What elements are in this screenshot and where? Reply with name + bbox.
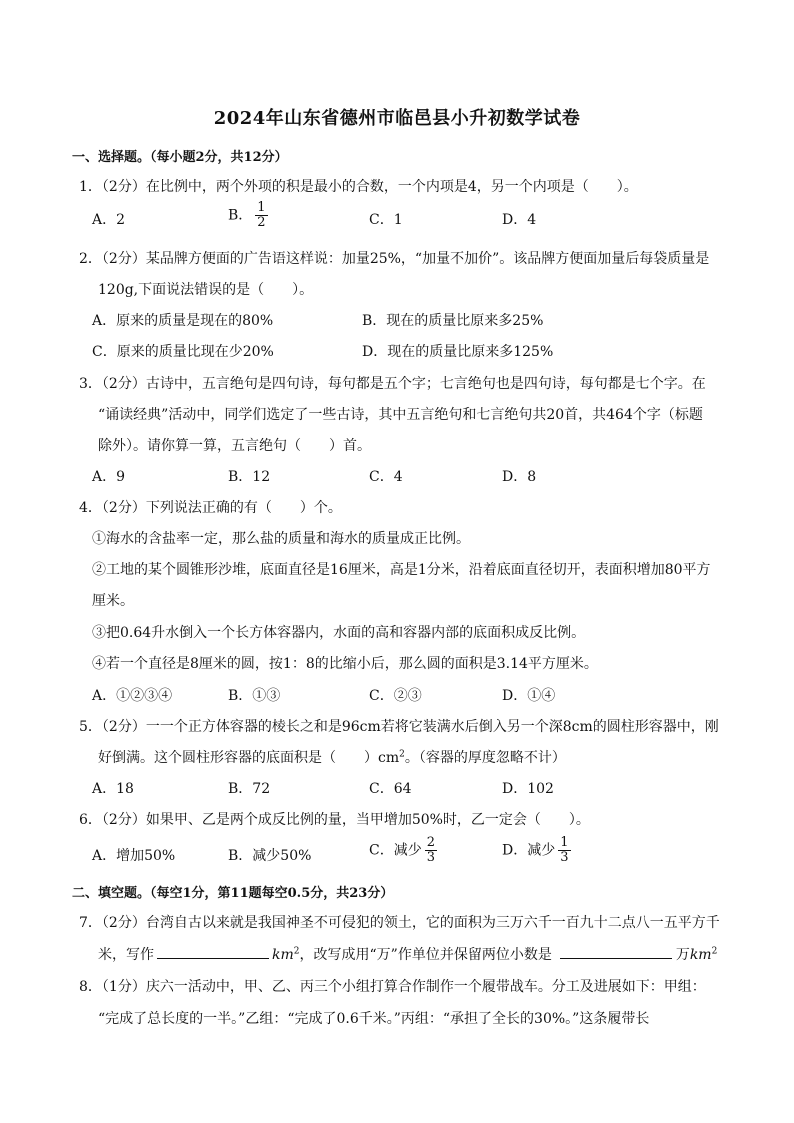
- q1-option-b-label: B．: [228, 207, 253, 224]
- q4-option-a: A．①②③④: [92, 688, 173, 704]
- q1-option-b: [228, 201, 268, 230]
- question-3-line-1: 3．（2分）古诗中，五言绝句是四句诗，每句都是五个字；七言绝句也是四句诗，每句都是七个字。在: [79, 376, 706, 392]
- q7-unit-superscript-2: 2: [711, 946, 718, 957]
- fraction-numerator: 1: [257, 200, 266, 215]
- q5-line-2-tail: 。（容器的厚度忽略不计）: [404, 750, 566, 766]
- q3-option-a: A．9: [92, 469, 126, 485]
- q6-option-a: A．增加50%: [92, 848, 176, 864]
- q1-option-a: A．2: [92, 212, 126, 228]
- q2-option-b: B．现在的质量比原来多25%: [362, 313, 544, 329]
- q2-option-d: D．现在的质量比原来多125%: [362, 344, 554, 360]
- q4-statement-3: ③把0.64升水倒入一个长方体容器内，水面的高和容器内部的底面积成反比例。: [92, 625, 586, 641]
- fraction-denominator: 3: [426, 850, 435, 865]
- q2-option-a: A．原来的质量是现在的80%: [92, 313, 274, 329]
- q6-option-b: B．减少50%: [228, 848, 312, 864]
- q6-option-d: [502, 836, 571, 865]
- section-choice-heading: 一、选择题。（每小题2分，共12分）: [72, 150, 288, 165]
- fraction-numerator: 2: [426, 835, 435, 850]
- answer-blank-2[interactable]: [560, 944, 672, 959]
- q6-option-d-label: D．减少: [502, 842, 556, 859]
- q6-option-c-label: C．减少: [369, 842, 422, 859]
- page-title: 2024年山东省德州市临邑县小升初数学试卷: [213, 108, 581, 129]
- question-5-line-2: [98, 747, 566, 767]
- q5-line-2-text: 好倒满。这个圆柱形容器的底面积是（ ）cm: [98, 750, 400, 766]
- q4-option-c: C．②③: [369, 688, 422, 704]
- question-7-line-1: 7．（2分）台湾自古以来就是我国神圣不可侵犯的领土，它的面积为三万六千一百九十二点八一五平方千: [79, 915, 720, 931]
- q1-option-d: D．4: [502, 212, 537, 228]
- q3-option-b: B．12: [228, 469, 271, 485]
- question-6-text: 6．（2分）如果甲、乙是两个成反比例的量，当甲增加50%时，乙一定会（ ）。: [79, 812, 590, 828]
- q5-option-b: B．72: [228, 781, 271, 797]
- question-8-line-1: 8．（1分）庆六一活动中，甲、乙、丙三个小组打算合作制作一个履带战车。分工及进展如下：甲组：: [79, 979, 706, 995]
- question-2-line-1: 2．（2分）某品牌方便面的广告语这样说：加量25%，“加量不加价”。该品牌方便面加量后每袋质量是: [79, 251, 710, 267]
- q3-option-c: C．4: [369, 469, 403, 485]
- q3-option-d: D．8: [502, 469, 537, 485]
- fraction-numerator: 1: [560, 835, 569, 850]
- q4-statement-2-line-2: 厘米。: [92, 593, 134, 609]
- q1-option-b-fraction: [255, 201, 267, 230]
- fraction-denominator: 3: [560, 850, 569, 865]
- question-3-line-3: 除外）。请你算一算，五言绝句（ ）首。: [98, 438, 371, 454]
- question-3-line-2: “诵读经典”活动中，同学们选定了一些古诗，其中五言绝句和七言绝句共20首，共464个字（标题: [98, 407, 703, 423]
- q4-statement-1: ①海水的含盐率一定，那么盐的质量和海水的质量成正比例。: [92, 531, 470, 547]
- q6-option-c: [369, 836, 437, 865]
- q5-option-a: A．18: [92, 781, 134, 797]
- question-2-line-2: 120g,下面说法错误的是（ ）。: [98, 282, 314, 298]
- q2-option-c: C．原来的质量比现在少20%: [92, 344, 274, 360]
- q6-option-d-fraction: [558, 836, 570, 865]
- question-5-line-1: 5．（2分）一一个正方体容器的棱长之和是96cm若将它装满水后倒入另一个深8cm的圆柱形容器中，刚: [79, 719, 719, 735]
- question-8-line-2: “完成了总长度的一半。”乙组：“完成了0.6千米。”丙组：“承担了全长的30%。”这条履带长: [98, 1011, 650, 1027]
- question-7-line-2: [98, 944, 717, 964]
- q4-statement-2-line-1: ②工地的某个圆锥形沙堆，底面直径是16厘米，高是1分米，沿着底面直径切开，表面积增加80平方: [92, 562, 711, 578]
- q5-option-d: D．102: [502, 781, 554, 797]
- q4-option-d: D．①④: [502, 688, 556, 704]
- fraction-denominator: 2: [257, 215, 266, 230]
- q5-superscript: 2: [399, 749, 405, 760]
- q7-text-unit-wan: 万: [675, 947, 690, 963]
- q6-option-c-fraction: [425, 836, 437, 865]
- q7-unit-km-2: km: [689, 947, 712, 963]
- q7-text-middle: ，改写成用“万”作单位并保留两位小数是: [299, 947, 552, 963]
- q5-option-c: C．64: [369, 781, 412, 797]
- q4-statement-4: ④若一个直径是8厘米的圆，按1：8的比缩小后，那么圆的面积是3.14平方厘米。: [92, 656, 598, 672]
- question-4-line-1: 4．（2分）下列说法正确的有（ ）个。: [79, 500, 342, 516]
- q1-option-c: C．1: [369, 212, 403, 228]
- question-1-text: 1．（2分）在比例中，两个外项的积是最小的合数，一个内项是4，另一个内项是（ ）。: [79, 179, 638, 195]
- q4-option-b: B．①③: [228, 688, 281, 704]
- q7-unit-km: km: [272, 947, 294, 963]
- q7-text-start: 米，写作: [98, 947, 154, 963]
- q7-unit-superscript: 2: [293, 946, 300, 957]
- answer-blank-1[interactable]: [157, 944, 269, 959]
- section-fill-heading: 二、填空题。（每空1分，第11题每空0.5分，共23分）: [72, 886, 394, 901]
